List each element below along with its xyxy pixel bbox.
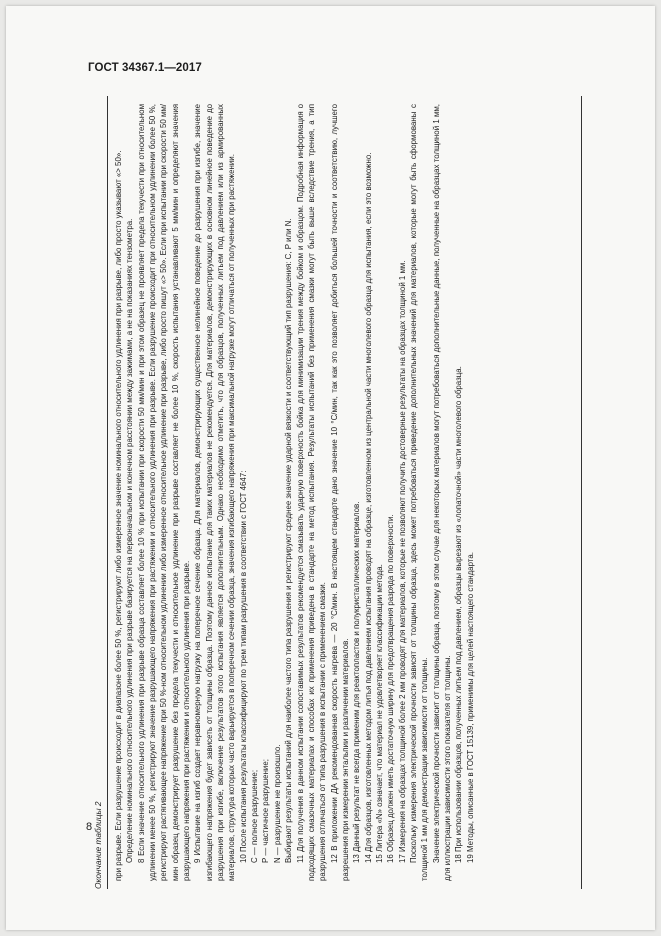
note-11: 11 Для получения в данном испытании сопоставимых результатов рекомендуется смазывать ударную поверхность бойка для минимизации трения между бойком и образцом. Подробная информация о подходящих смазочных материалах и способах их применения приведена в стандарте на метод испытания. Результаты испытаний без применения смазки могут быть выше вследствие трения, а тип разрушения отличаться от типа разрушения в испытании с применением смазки. <box>295 104 328 881</box>
table-frame <box>93 96 582 889</box>
note-17: 17 Измерения на образцах толщиной более 2 мм проводят для материалов, которые не позволяют получить достоверные результаты на образцах толщиной 1 мм. <box>397 260 407 863</box>
page-number: 8 <box>86 821 93 833</box>
note-paragraph: Поскольку измерения электрической прочности зависят от толщины образца, здесь может потребоваться приведение дополнительных значений для материалов, которые могут быть сформованы с толщиной 1 мм для демонстрации зависимости от толщины. <box>408 104 430 881</box>
document-title: ГОСТ 34367.1—2017 <box>88 62 202 74</box>
note-10: 10 После испытания результаты классифицируют по трем типам разрушения в соответствии с ГОСТ 4647: <box>238 470 248 863</box>
rotated-table-area <box>93 96 580 889</box>
failure-type-p: P — частичное разрушение; <box>261 759 271 863</box>
table-notes-body <box>113 104 577 881</box>
note-12: 12 В приложении ДА рекомендованная скорость нагрева — 20 °С/мин. В настоящем стандарте дано значение 10 °С/мин, так как это позволяет добиться большей точности и соответствию, лучшего разрешения при измерении энтальпии и различении материалов. <box>329 104 350 881</box>
failure-type-n: N — разрушение не произошло. <box>272 744 282 863</box>
document-page <box>6 6 655 930</box>
note-15: 15 Литера «N» означает, что материал не удовлетворяет классификации метода. <box>374 564 384 863</box>
note-19: 19 Методы, описанные в ГОСТ 15139, применимы для целей настоящего стандарта. <box>465 552 475 863</box>
failure-type-c: C — полное разрушение; <box>250 769 260 863</box>
note-14: 14 Для образцов, изготовленных методом литья под давлением испытания проводят на образце, изготовленном из центральной части многолевого образца для испытания, если это возможно. <box>363 152 373 863</box>
note-16: 16 Образец должен иметь достаточную ширину для предотвращения разряда по поверхности. <box>386 514 396 863</box>
note-paragraph: Значение электрической прочности зависит от толщины образца, поэтому в этом случае для некоторых материалов могут потребоваться дополнительные данные, полученные на образцах толщиной 1 мм, для иллюстрации зависимости этого показателя от толщины. <box>431 104 452 881</box>
table-continuation-label: Окончание таблицы 2 <box>93 801 103 889</box>
note-9: 9 Испытание на изгиб создает неравномерную нагрузку на поперечное сечение образца. Для материалов, демонстрирующих существенное нелинейное поведение до разрушения при изгибе, значение изгибающего напряжения будет зависеть от толщины образца. Поэтому данное испытание для таких материалов не рекомендуется. Для материалов, демонстрирующих в основном линейное поведение до разрушения при изгибе, включение результатов этого испытания является дополнительным. Однако необходимо отметить, что для образцов, полученных литьем под давлением или из армированных материалов, структура которых часто варьируется в поперечном сечении образца, значения изгибающего напряжения при максимальной нагрузке могут отличаться от полученных при растяжении. <box>193 104 237 881</box>
note-8: 8 Если значение относительного удлинения при разрыве образца составляет более 10 % при испытании при скорости 50 мм/мин и при этом образец не проявляет предела текучести при относительном удлинении менее 50 %, регистрируют значение разрушающего напряжения при растяжении и относительного удлинения при разрыве. Если разрушение происходит при относительном удлинении более 50 %, регистрируют растягивающее напряжение при 50 %-ном относительном удлинении либо измеренное относительное удлинение при разрыве, либо просто пишут «> 50». Если при испытании при скорости 50 мм/мин образец демонстрирует разрушение без предела текучести и относительное удлинение при разрыве составляет не более 10 %, скорость испытания устанавливают 5 мм/мин и определяют значения разрушающего напряжения при растяжении и относительного удлинения при разрыве. <box>136 104 192 881</box>
note-paragraph: Выбирают результаты испытаний для наиболее частого типа разрушения и регистрируют среднее значение ударной вязкости и соответствующий тип разрушения: C, P или N. <box>284 218 294 863</box>
note-18: 18 При использовании образцов, полученных литьем под давлением, образцы вырезают из «лопаточной» части многолевого образца. <box>454 366 464 863</box>
note-paragraph: при разрыве. Если разрушение происходит в диапазоне более 50 %, регистрируют либо измеренное значение номинального относительного удлинения при разрыве, либо просто указывают «> 50». <box>114 150 123 881</box>
note-paragraph: Определение номинального относительного удлинения при разрыве базируется на первоначальном и конечном расстоянии между зажимами, а не на показаниях тензометра. <box>125 218 135 863</box>
note-13: 13 Данный результат не всегда применим для реактопластов и полукристаллических материалов. <box>352 501 362 863</box>
